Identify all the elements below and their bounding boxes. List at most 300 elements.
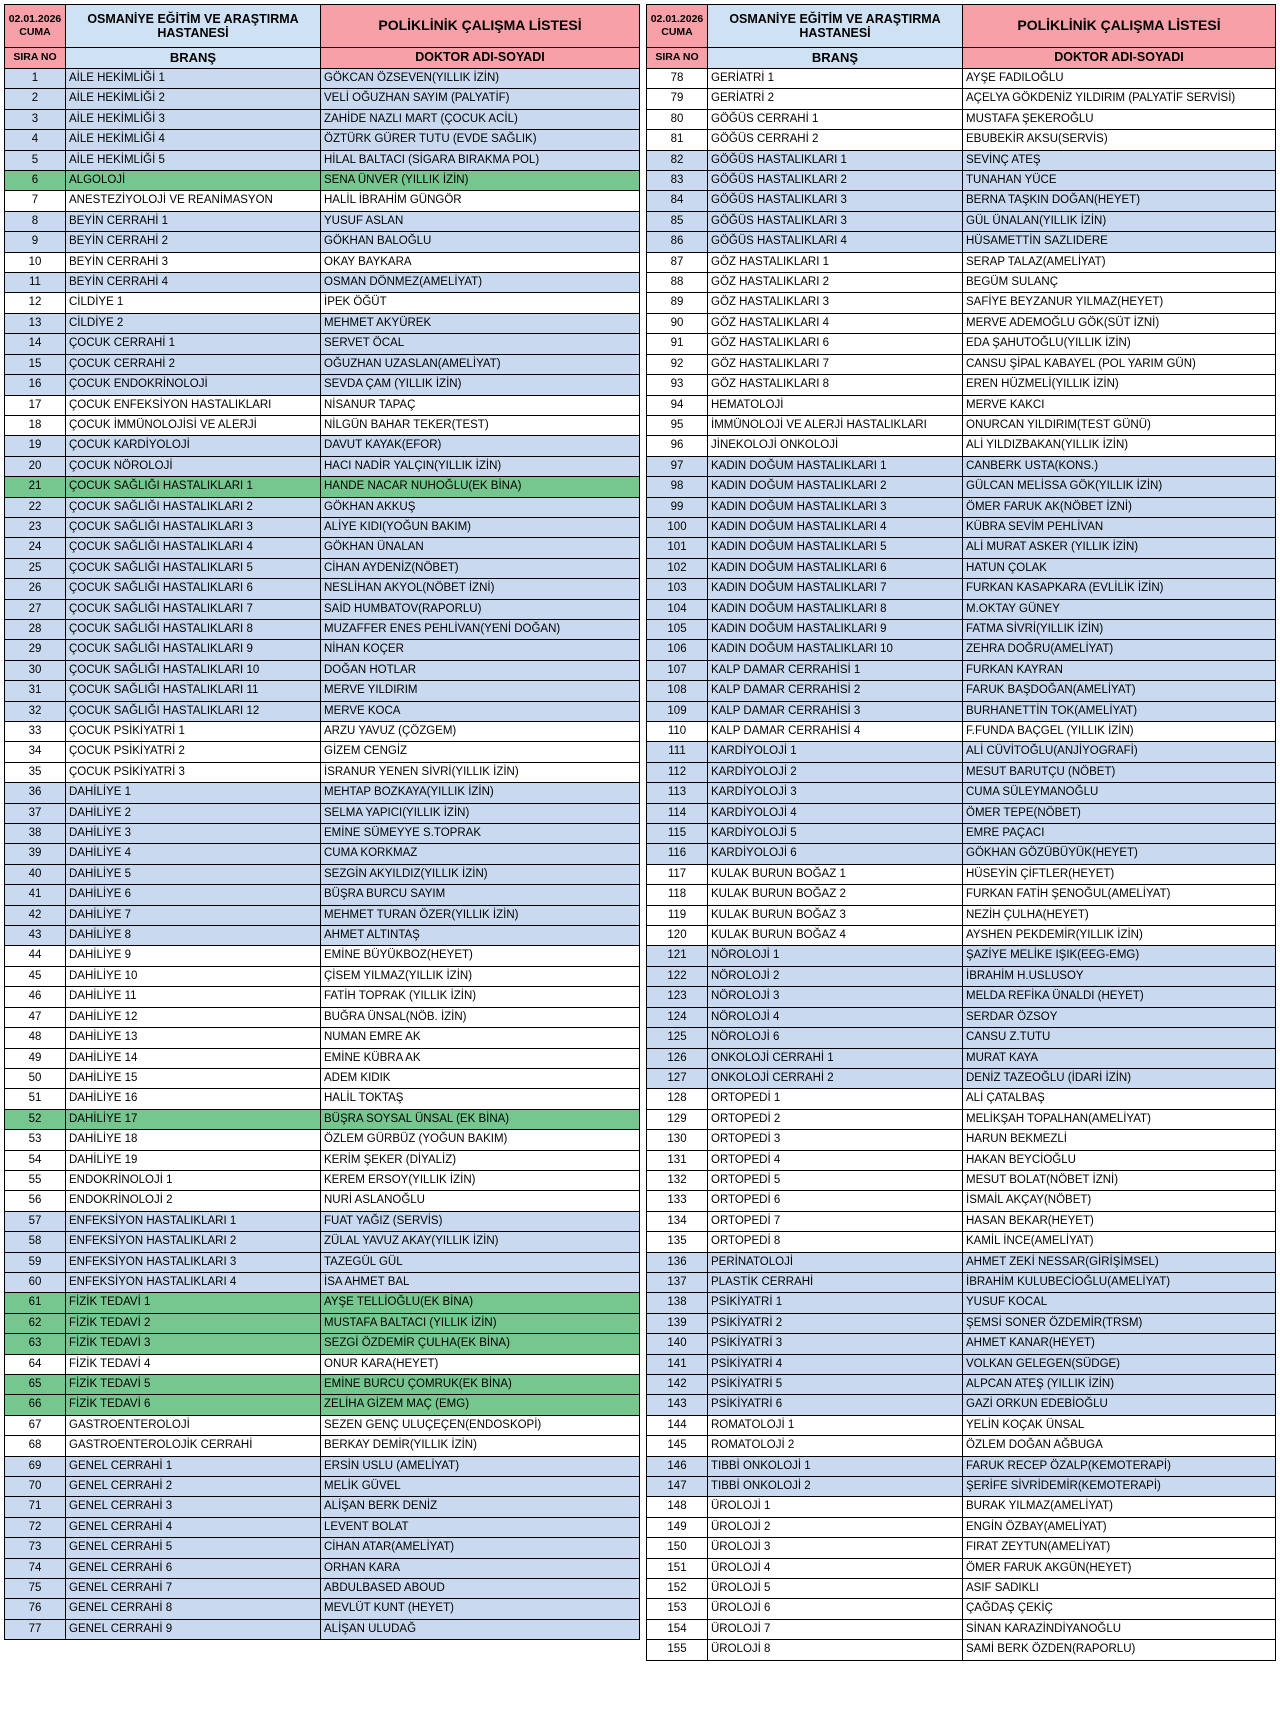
table-row [647, 966, 1276, 986]
cell-sira-no: 13 [5, 313, 66, 333]
table-row [5, 619, 640, 639]
table-row [5, 824, 640, 844]
cell-brans: KALP DAMAR CERRAHİSİ 2 [708, 681, 963, 701]
table-row [647, 1395, 1276, 1415]
table-row [5, 395, 640, 415]
cell-brans: ALGOLOJİ [66, 171, 321, 191]
cell-doktor: BERNA TAŞKIN DOĞAN(HEYET) [963, 191, 1276, 211]
header-date-cell [5, 5, 66, 48]
cell-sira-no: 9 [5, 232, 66, 252]
cell-sira-no: 108 [647, 681, 708, 701]
cell-sira-no: 18 [5, 415, 66, 435]
table-row [647, 313, 1276, 333]
cell-doktor: ALİ ÇATALBAŞ [963, 1089, 1276, 1109]
cell-sira-no: 42 [5, 905, 66, 925]
cell-doktor: BÜŞRA SOYSAL ÜNSAL (EK BİNA) [321, 1109, 640, 1129]
table-row [647, 1477, 1276, 1497]
cell-doktor: OKAY BAYKARA [321, 252, 640, 272]
cell-doktor: MUZAFFER ENES PEHLİVAN(YENİ DOĞAN) [321, 619, 640, 639]
cell-doktor: CUMA SÜLEYMANOĞLU [963, 783, 1276, 803]
cell-brans: GÖZ HASTALIKLARI 4 [708, 313, 963, 333]
cell-doktor: GÜLCAN MELİSSA GÖK(YILLIK İZİN) [963, 477, 1276, 497]
cell-doktor: FIRAT ZEYTUN(AMELİYAT) [963, 1538, 1276, 1558]
table-row [647, 150, 1276, 170]
cell-doktor: ZELİHA GİZEM MAÇ (EMG) [321, 1395, 640, 1415]
table-row [647, 1558, 1276, 1578]
cell-sira-no: 84 [647, 191, 708, 211]
table-row [647, 1334, 1276, 1354]
table-row [647, 1068, 1276, 1088]
cell-sira-no: 17 [5, 395, 66, 415]
table-row [5, 1599, 640, 1619]
cell-doktor: İSMAİL AKÇAY(NÖBET) [963, 1191, 1276, 1211]
cell-brans: TIBBİ ONKOLOJİ 2 [708, 1477, 963, 1497]
table-row [647, 1272, 1276, 1292]
cell-sira-no: 87 [647, 252, 708, 272]
cell-doktor: GÖKHAN ÜNALAN [321, 538, 640, 558]
cell-brans: GERİATRİ 2 [708, 89, 963, 109]
cell-brans: DAHİLİYE 14 [66, 1048, 321, 1068]
cell-brans: KADIN DOĞUM HASTALIKLARI 8 [708, 599, 963, 619]
cell-sira-no: 148 [647, 1497, 708, 1517]
table-subheader-row [5, 48, 640, 69]
table-row [647, 803, 1276, 823]
cell-sira-no: 98 [647, 477, 708, 497]
table-row [5, 1048, 640, 1068]
table-row [647, 1232, 1276, 1252]
cell-brans: ORTOPEDİ 3 [708, 1130, 963, 1150]
table-row [5, 1415, 640, 1435]
table-row [647, 1436, 1276, 1456]
cell-doktor: ALİ CÜVİTOĞLU(ANJİYOGRAFİ) [963, 742, 1276, 762]
cell-sira-no: 62 [5, 1313, 66, 1333]
table-row [5, 722, 640, 742]
cell-brans: FİZİK TEDAVİ 6 [66, 1395, 321, 1415]
cell-sira-no: 19 [5, 436, 66, 456]
cell-doktor: SERAP TALAZ(AMELİYAT) [963, 252, 1276, 272]
cell-doktor: SEZEN GENÇ ULUÇEÇEN(ENDOSKOPİ) [321, 1415, 640, 1435]
cell-brans: KARDİYOLOJİ 1 [708, 742, 963, 762]
cell-brans: BEYİN CERRAHİ 3 [66, 252, 321, 272]
table-row [647, 1211, 1276, 1231]
cell-brans: ONKOLOJİ CERRAHİ 2 [708, 1068, 963, 1088]
table-row [647, 905, 1276, 925]
table-row [5, 864, 640, 884]
table-row [647, 1313, 1276, 1333]
cell-brans: ÇOCUK PSİKİYATRİ 3 [66, 762, 321, 782]
cell-brans: PSİKİYATRİ 5 [708, 1375, 963, 1395]
cell-sira-no: 74 [5, 1558, 66, 1578]
cell-doktor: HASAN BEKAR(HEYET) [963, 1211, 1276, 1231]
table-row [647, 130, 1276, 150]
table-row [647, 1150, 1276, 1170]
header-hospital-cell: OSMANİYE EĞİTİM VE ARAŞTIRMA HASTANESİ [708, 5, 963, 48]
cell-doktor: FATMA SİVRİ(YILLIK İZİN) [963, 619, 1276, 639]
cell-doktor: CANSU ŞİPAL KABAYEL (POL YARIM GÜN) [963, 354, 1276, 374]
cell-doktor: ALPCAN ATEŞ (YILLIK İZİN) [963, 1375, 1276, 1395]
cell-brans: DAHİLİYE 5 [66, 864, 321, 884]
cell-sira-no: 154 [647, 1619, 708, 1639]
cell-doktor: HÜSEYİN ÇİFTLER(HEYET) [963, 864, 1276, 884]
table-row [647, 477, 1276, 497]
table-row [5, 69, 640, 89]
cell-brans: DAHİLİYE 18 [66, 1130, 321, 1150]
table-row [5, 109, 640, 129]
cell-sira-no: 126 [647, 1048, 708, 1068]
cell-brans: FİZİK TEDAVİ 1 [66, 1293, 321, 1313]
cell-doktor: AHMET ALTINTAŞ [321, 926, 640, 946]
cell-brans: FİZİK TEDAVİ 3 [66, 1334, 321, 1354]
cell-brans: DAHİLİYE 2 [66, 803, 321, 823]
cell-doktor: İBRAHİM KULUBECİOĞLU(AMELİYAT) [963, 1272, 1276, 1292]
table-row [647, 1579, 1276, 1599]
cell-doktor: YUSUF KOCAL [963, 1293, 1276, 1313]
cell-brans: KALP DAMAR CERRAHİSİ 1 [708, 660, 963, 680]
table-row [5, 1007, 640, 1027]
cell-doktor: MUSTAFA BALTACI (YILLIK İZİN) [321, 1313, 640, 1333]
cell-sira-no: 39 [5, 844, 66, 864]
cell-doktor: TAZEGÜL GÜL [321, 1252, 640, 1272]
cell-sira-no: 43 [5, 926, 66, 946]
cell-brans: DAHİLİYE 1 [66, 783, 321, 803]
cell-sira-no: 52 [5, 1109, 66, 1129]
cell-doktor: M.OKTAY GÜNEY [963, 599, 1276, 619]
cell-sira-no: 11 [5, 273, 66, 293]
table-row [5, 150, 640, 170]
cell-doktor: İPEK ÖĞÜT [321, 293, 640, 313]
cell-sira-no: 95 [647, 415, 708, 435]
table-row [647, 742, 1276, 762]
table-row [5, 1130, 640, 1150]
cell-doktor: MERVE KAKCI [963, 395, 1276, 415]
cell-doktor: TUNAHAN YÜCE [963, 171, 1276, 191]
cell-sira-no: 25 [5, 558, 66, 578]
table-row [5, 1558, 640, 1578]
cell-sira-no: 100 [647, 517, 708, 537]
header-list-title-cell: POLİKLİNİK ÇALIŞMA LİSTESİ [321, 5, 640, 48]
table-row [5, 1538, 640, 1558]
cell-brans: GÖĞÜS CERRAHİ 1 [708, 109, 963, 129]
table-row [5, 1191, 640, 1211]
cell-brans: GÖZ HASTALIKLARI 7 [708, 354, 963, 374]
column-header-brans: BRANŞ [66, 48, 321, 69]
cell-brans: ÇOCUK ENDOKRİNOLOJİ [66, 375, 321, 395]
cell-brans: KULAK BURUN BOĞAZ 4 [708, 926, 963, 946]
cell-brans: BEYİN CERRAHİ 4 [66, 273, 321, 293]
cell-doktor: CİHAN AYDENİZ(NÖBET) [321, 558, 640, 578]
table-row [5, 640, 640, 660]
cell-doktor: ALİ YILDIZBAKAN(YILLIK İZİN) [963, 436, 1276, 456]
cell-brans: GENEL CERRAHİ 4 [66, 1517, 321, 1537]
cell-brans: GÖĞÜS HASTALIKLARI 1 [708, 150, 963, 170]
cell-doktor: NİLGÜN BAHAR TEKER(TEST) [321, 415, 640, 435]
cell-brans: DAHİLİYE 15 [66, 1068, 321, 1088]
cell-doktor: OĞUZHAN UZASLAN(AMELİYAT) [321, 354, 640, 374]
cell-doktor: MUSTAFA ŞEKEROĞLU [963, 109, 1276, 129]
table-row [647, 1293, 1276, 1313]
cell-sira-no: 90 [647, 313, 708, 333]
cell-doktor: MERVE ADEMOĞLU GÖK(SÜT İZNİ) [963, 313, 1276, 333]
table-row [5, 1477, 640, 1497]
cell-brans: NÖROLOJİ 2 [708, 966, 963, 986]
cell-sira-no: 111 [647, 742, 708, 762]
cell-sira-no: 128 [647, 1089, 708, 1109]
cell-doktor: LEVENT BOLAT [321, 1517, 640, 1537]
cell-sira-no: 33 [5, 722, 66, 742]
cell-sira-no: 66 [5, 1395, 66, 1415]
cell-doktor: F.FUNDA BAÇGEL (YILLIK İZİN) [963, 722, 1276, 742]
cell-sira-no: 64 [5, 1354, 66, 1374]
cell-sira-no: 7 [5, 191, 66, 211]
cell-brans: KARDİYOLOJİ 2 [708, 762, 963, 782]
cell-sira-no: 144 [647, 1415, 708, 1435]
cell-brans: ROMATOLOJİ 2 [708, 1436, 963, 1456]
cell-brans: PSİKİYATRİ 6 [708, 1395, 963, 1415]
cell-sira-no: 127 [647, 1068, 708, 1088]
table-row [5, 334, 640, 354]
table-row [5, 579, 640, 599]
cell-brans: ÇOCUK SAĞLIĞI HASTALIKLARI 8 [66, 619, 321, 639]
cell-sira-no: 129 [647, 1109, 708, 1129]
cell-sira-no: 119 [647, 905, 708, 925]
cell-brans: ÇOCUK PSİKİYATRİ 1 [66, 722, 321, 742]
cell-sira-no: 22 [5, 497, 66, 517]
cell-brans: ÇOCUK SAĞLIĞI HASTALIKLARI 5 [66, 558, 321, 578]
cell-brans: ENFEKSİYON HASTALIKLARI 4 [66, 1272, 321, 1292]
cell-sira-no: 2 [5, 89, 66, 109]
table-row [647, 232, 1276, 252]
cell-brans: AİLE HEKİMLİĞİ 2 [66, 89, 321, 109]
cell-doktor: FATİH TOPRAK (YILLIK İZİN) [321, 987, 640, 1007]
table-row [647, 599, 1276, 619]
cell-doktor: ERSİN USLU (AMELİYAT) [321, 1456, 640, 1476]
cell-sira-no: 94 [647, 395, 708, 415]
cell-sira-no: 83 [647, 171, 708, 191]
cell-doktor: ŞERİFE SİVRİDEMİR(KEMOTERAPİ) [963, 1477, 1276, 1497]
table-row [5, 171, 640, 191]
cell-doktor: ALİYE KIDI(YOĞUN BAKIM) [321, 517, 640, 537]
cell-brans: KARDİYOLOJİ 3 [708, 783, 963, 803]
cell-brans: KADIN DOĞUM HASTALIKLARI 1 [708, 456, 963, 476]
cell-doktor: ONURCAN YILDIRIM(TEST GÜNÜ) [963, 415, 1276, 435]
cell-sira-no: 110 [647, 722, 708, 742]
cell-doktor: EMRE PAÇACI [963, 824, 1276, 844]
table-row [5, 701, 640, 721]
cell-doktor: HATUN ÇOLAK [963, 558, 1276, 578]
cell-brans: AİLE HEKİMLİĞİ 1 [66, 69, 321, 89]
table-row [647, 497, 1276, 517]
cell-doktor: MEHTAP BOZKAYA(YILLIK İZİN) [321, 783, 640, 803]
cell-brans: ÇOCUK SAĞLIĞI HASTALIKLARI 12 [66, 701, 321, 721]
table-row [5, 273, 640, 293]
table-row [5, 681, 640, 701]
cell-brans: DAHİLİYE 6 [66, 885, 321, 905]
cell-sira-no: 146 [647, 1456, 708, 1476]
table-row [647, 1007, 1276, 1027]
cell-sira-no: 77 [5, 1619, 66, 1639]
table-row [5, 1272, 640, 1292]
cell-sira-no: 80 [647, 109, 708, 129]
table-row [647, 1415, 1276, 1435]
cell-sira-no: 38 [5, 824, 66, 844]
cell-brans: GENEL CERRAHİ 9 [66, 1619, 321, 1639]
cell-doktor: ÇİSEM YILMAZ(YILLIK İZİN) [321, 966, 640, 986]
cell-brans: GÖZ HASTALIKLARI 3 [708, 293, 963, 313]
cell-doktor: FURKAN KASAPKARA (EVLİLİK İZİN) [963, 579, 1276, 599]
cell-brans: DAHİLİYE 10 [66, 966, 321, 986]
cell-doktor: FURKAN KAYRAN [963, 660, 1276, 680]
cell-sira-no: 152 [647, 1579, 708, 1599]
table-row [647, 1619, 1276, 1639]
cell-doktor: HARUN BEKMEZLİ [963, 1130, 1276, 1150]
table-row [5, 803, 640, 823]
cell-brans: ÇOCUK SAĞLIĞI HASTALIKLARI 2 [66, 497, 321, 517]
table-row [647, 109, 1276, 129]
table-row [647, 824, 1276, 844]
table-row [5, 538, 640, 558]
cell-brans: KADIN DOĞUM HASTALIKLARI 6 [708, 558, 963, 578]
table-row [5, 905, 640, 925]
table-row [647, 1048, 1276, 1068]
cell-sira-no: 109 [647, 701, 708, 721]
cell-brans: ÇOCUK ENFEKSİYON HASTALIKLARI [66, 395, 321, 415]
table-row [647, 89, 1276, 109]
cell-sira-no: 20 [5, 456, 66, 476]
cell-sira-no: 145 [647, 1436, 708, 1456]
cell-brans: ÜROLOJİ 1 [708, 1497, 963, 1517]
cell-sira-no: 28 [5, 619, 66, 639]
cell-brans: NÖROLOJİ 4 [708, 1007, 963, 1027]
cell-brans: GÖZ HASTALIKLARI 1 [708, 252, 963, 272]
cell-brans: KADIN DOĞUM HASTALIKLARI 9 [708, 619, 963, 639]
cell-doktor: HAKAN BEYCİOĞLU [963, 1150, 1276, 1170]
table-row [5, 885, 640, 905]
cell-brans: GASTROENTEROLOJİ [66, 1415, 321, 1435]
cell-sira-no: 78 [647, 69, 708, 89]
cell-sira-no: 15 [5, 354, 66, 374]
table-row [5, 1313, 640, 1333]
cell-doktor: İBRAHİM H.USLUSOY [963, 966, 1276, 986]
cell-brans: GÖZ HASTALIKLARI 6 [708, 334, 963, 354]
cell-brans: ENDOKRİNOLOJİ 1 [66, 1170, 321, 1190]
cell-sira-no: 130 [647, 1130, 708, 1150]
table-row [5, 1211, 640, 1231]
cell-sira-no: 56 [5, 1191, 66, 1211]
table-row [5, 660, 640, 680]
cell-sira-no: 136 [647, 1252, 708, 1272]
cell-sira-no: 31 [5, 681, 66, 701]
cell-sira-no: 73 [5, 1538, 66, 1558]
table-row [647, 538, 1276, 558]
table-row [647, 191, 1276, 211]
cell-brans: ANESTEZİYOLOJİ VE REANİMASYON [66, 191, 321, 211]
cell-brans: KARDİYOLOJİ 6 [708, 844, 963, 864]
cell-brans: ENFEKSİYON HASTALIKLARI 2 [66, 1232, 321, 1252]
table-row [5, 456, 640, 476]
table-row [647, 844, 1276, 864]
cell-sira-no: 102 [647, 558, 708, 578]
cell-brans: ORTOPEDİ 6 [708, 1191, 963, 1211]
cell-doktor: ZAHİDE NAZLI MART (ÇOCUK ACİL) [321, 109, 640, 129]
cell-doktor: MELDA REFİKA ÜNALDI (HEYET) [963, 987, 1276, 1007]
cell-doktor: SEZGİN AKYILDIZ(YILLIK İZİN) [321, 864, 640, 884]
schedule-table-left [4, 4, 640, 1661]
cell-sira-no: 113 [647, 783, 708, 803]
cell-sira-no: 134 [647, 1211, 708, 1231]
cell-doktor: HALİL İBRAHİM GÜNGÖR [321, 191, 640, 211]
table-row [5, 1293, 640, 1313]
cell-brans: GÖĞÜS CERRAHİ 2 [708, 130, 963, 150]
cell-sira-no: 10 [5, 252, 66, 272]
cell-brans: GÖZ HASTALIKLARI 8 [708, 375, 963, 395]
cell-sira-no: 91 [647, 334, 708, 354]
cell-sira-no: 125 [647, 1028, 708, 1048]
cell-brans: ORTOPEDİ 7 [708, 1211, 963, 1231]
cell-brans: GENEL CERRAHİ 8 [66, 1599, 321, 1619]
cell-doktor: FURKAN FATİH ŞENOĞUL(AMELİYAT) [963, 885, 1276, 905]
cell-brans: KADIN DOĞUM HASTALIKLARI 5 [708, 538, 963, 558]
table-row [647, 1354, 1276, 1374]
cell-doktor: HANDE NACAR NUHOĞLU(EK BİNA) [321, 477, 640, 497]
cell-brans: JİNEKOLOJİ ONKOLOJİ [708, 436, 963, 456]
table-row [647, 334, 1276, 354]
table-row [5, 497, 640, 517]
table-row [5, 211, 640, 231]
table-row [647, 456, 1276, 476]
cell-sira-no: 6 [5, 171, 66, 191]
cell-doktor: MELİK GÜVEL [321, 1477, 640, 1497]
cell-sira-no: 51 [5, 1089, 66, 1109]
table-row [647, 1028, 1276, 1048]
cell-sira-no: 48 [5, 1028, 66, 1048]
schedule-body-left [5, 69, 640, 1661]
cell-brans: KADIN DOĞUM HASTALIKLARI 7 [708, 579, 963, 599]
cell-doktor: GÖKHAN GÖZÜBÜYÜK(HEYET) [963, 844, 1276, 864]
cell-brans: ÇOCUK PSİKİYATRİ 2 [66, 742, 321, 762]
cell-brans: DAHİLİYE 4 [66, 844, 321, 864]
cell-doktor: GÜL ÜNALAN(YILLIK İZİN) [963, 211, 1276, 231]
header-date-cell [647, 5, 708, 48]
cell-doktor: GÖKHAN BALOĞLU [321, 232, 640, 252]
cell-sira-no: 4 [5, 130, 66, 150]
cell-brans: GÖĞÜS HASTALIKLARI 3 [708, 191, 963, 211]
schedule-table-right [646, 4, 1276, 1661]
cell-doktor: ZÜLAL YAVUZ AKAY(YILLIK İZİN) [321, 1232, 640, 1252]
cell-sira-no: 69 [5, 1456, 66, 1476]
cell-sira-no: 16 [5, 375, 66, 395]
cell-brans: DAHİLİYE 12 [66, 1007, 321, 1027]
cell-doktor: ÖZLEM GÜRBÜZ (YOĞUN BAKIM) [321, 1130, 640, 1150]
cell-sira-no: 24 [5, 538, 66, 558]
cell-sira-no: 79 [647, 89, 708, 109]
table-row [5, 1232, 640, 1252]
cell-sira-no: 107 [647, 660, 708, 680]
cell-brans: ÇOCUK SAĞLIĞI HASTALIKLARI 11 [66, 681, 321, 701]
cell-brans: DAHİLİYE 8 [66, 926, 321, 946]
table-subheader-row [647, 48, 1276, 69]
table-row [647, 375, 1276, 395]
table-row [647, 926, 1276, 946]
cell-doktor: MERVE KOCA [321, 701, 640, 721]
cell-doktor: YUSUF ASLAN [321, 211, 640, 231]
table-row [5, 1395, 640, 1415]
table-row [5, 1150, 640, 1170]
table-row [647, 722, 1276, 742]
table-row [5, 599, 640, 619]
table-row [647, 783, 1276, 803]
cell-doktor: ABDULBASED ABOUD [321, 1579, 640, 1599]
table-row [5, 1252, 640, 1272]
